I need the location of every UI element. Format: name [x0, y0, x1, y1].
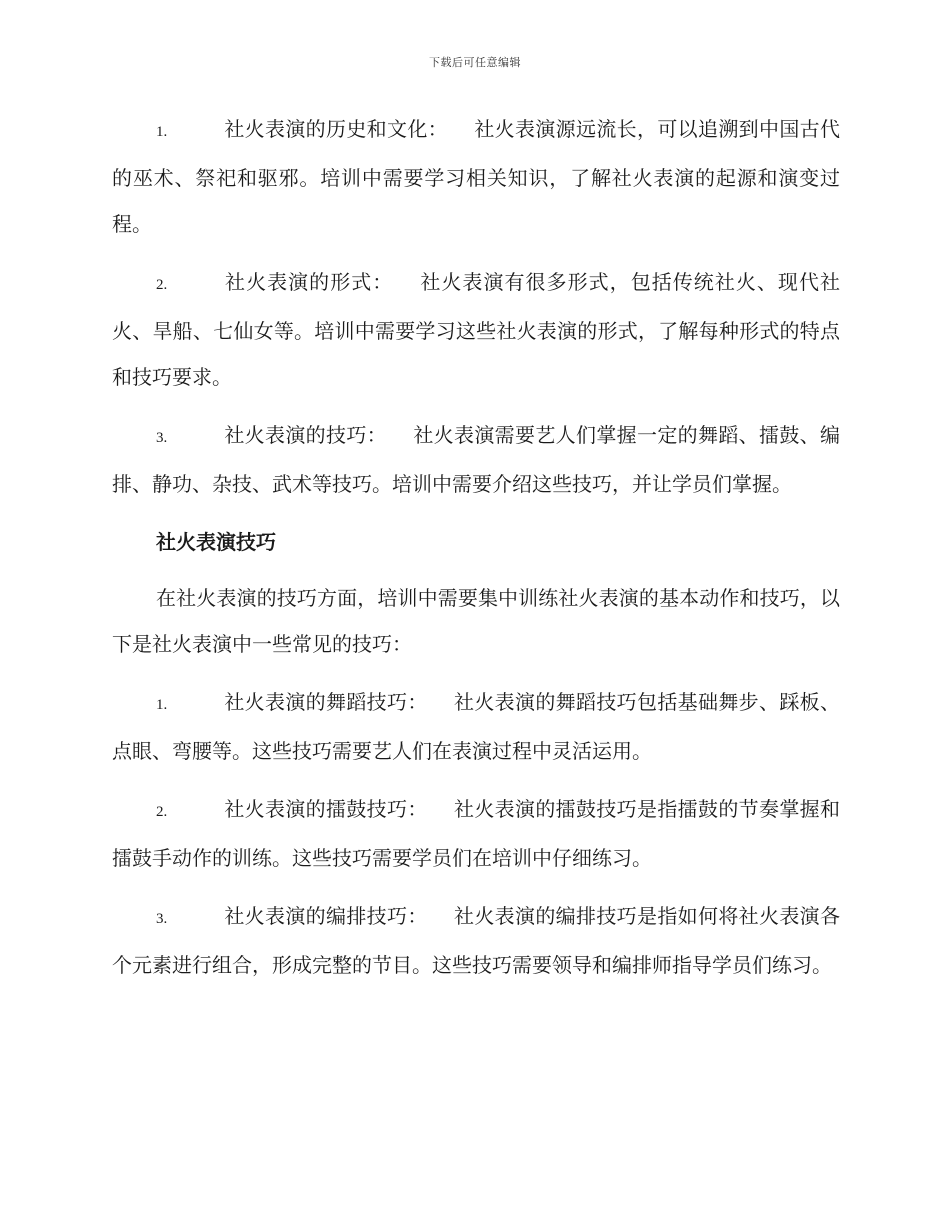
- list-number: 3.: [156, 430, 168, 446]
- list-item-text: 社火表演有很多形式，包括传统社火、现代社火、旱船、七仙女等。培训中需要学习这些社火表演的形式，了解每种形式的特点和技巧要求。: [112, 270, 841, 389]
- list-item-title: 社火表演的技巧：: [224, 423, 387, 447]
- list-item: [112, 412, 840, 507]
- list-item-title: 社火表演的历史和文化：: [224, 117, 448, 141]
- list-item-text: 社火表演的编排技巧是指如何将社火表演各个元素进行组合，形成完整的节目。这些技巧需要领导和编排师指导学员们练习。: [112, 904, 841, 977]
- section-heading: 社火表演技巧: [156, 530, 276, 554]
- list-item-text: 社火表演的擂鼓技巧是指擂鼓的节奏掌握和擂鼓手动作的训练。这些技巧需要学员们在培训中仔细练习。: [112, 797, 841, 870]
- list-item: [112, 786, 840, 881]
- list-item-title: 社火表演的舞蹈技巧：: [224, 690, 428, 714]
- list-item-title: 社火表演的形式：: [224, 270, 394, 294]
- list-item: [112, 893, 840, 988]
- list-number: 3.: [156, 911, 168, 927]
- list-item: [112, 679, 840, 774]
- section-intro-paragraph: 在社火表演的技巧方面，培训中需要集中训练社火表演的基本动作和技巧，以下是社火表演中一些常见的技巧：: [112, 586, 840, 656]
- list-item-title: 社火表演的擂鼓技巧：: [224, 797, 428, 821]
- list-item-text: 社火表演需要艺人们掌握一定的舞蹈、擂鼓、编排、静功、杂技、武术等技巧。培训中需要介绍这些技巧，并让学员们掌握。: [112, 423, 840, 496]
- list-item-text: 社火表演的舞蹈技巧包括基础舞步、踩板、点眼、弯腰等。这些技巧需要艺人们在表演过程中灵活运用。: [112, 690, 841, 763]
- list-number: 2.: [156, 804, 168, 820]
- list-number: 1.: [156, 124, 168, 140]
- document-body: [112, 106, 840, 1000]
- list-item-text: 社火表演源远流长，可以追溯到中国古代的巫术、祭祀和驱邪。培训中需要学习相关知识，了解社火表演的起源和演变过程。: [112, 117, 840, 236]
- list-number: 1.: [156, 697, 168, 713]
- list-number: 2.: [156, 277, 168, 293]
- list-item: [112, 106, 840, 247]
- list-item-title: 社火表演的编排技巧：: [224, 904, 428, 928]
- header-note: 下载后可任意编辑: [429, 56, 521, 69]
- list-item: [112, 259, 840, 400]
